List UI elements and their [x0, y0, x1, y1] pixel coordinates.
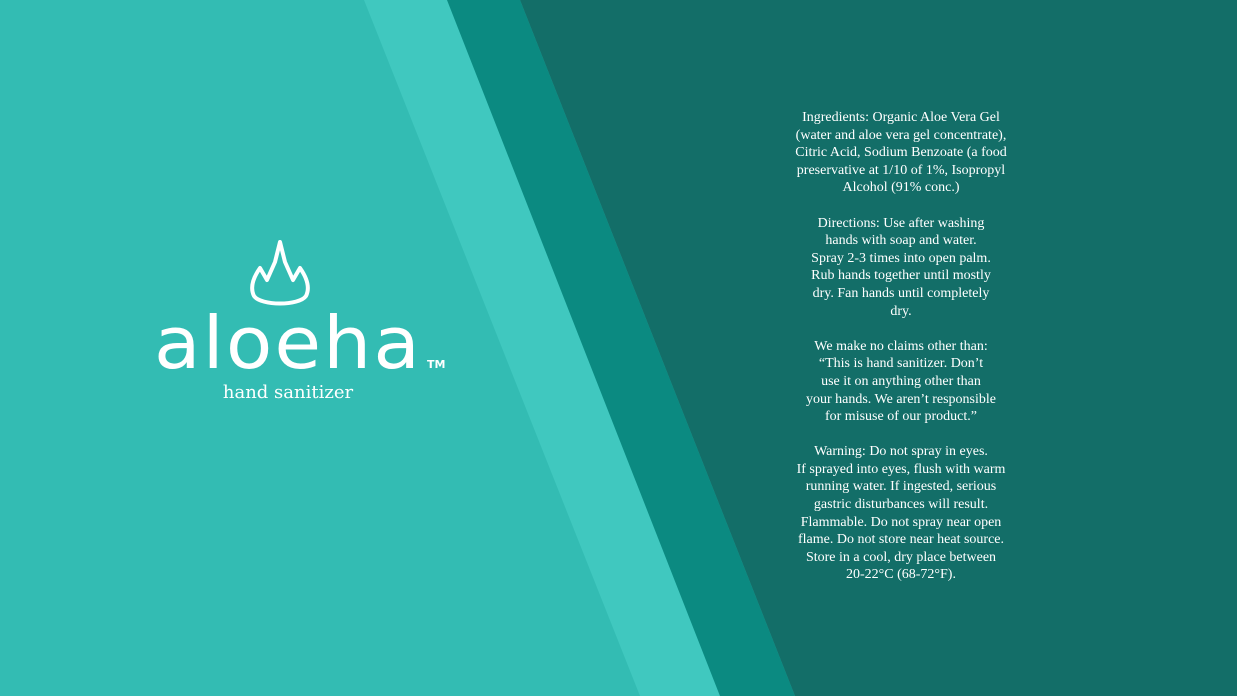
directions-text: Directions: Use after washing hands with soap and water. Spray 2-3 times into open palm. Rub hands together until mostly dry. Fan hands until completely dry.: [811, 215, 991, 319]
product-subtitle: hand sanitizer: [222, 382, 354, 403]
warning-text: Warning: Do not spray in eyes. If sprayed into eyes, flush with warm running water. If ingested, serious gastric disturbances will result. Flammable. Do not spray near open flame. Do not store near heat source. Store in a cool, dry place between 20-22°C (68-72°F).: [796, 444, 1006, 583]
brand-logo: [150, 236, 450, 416]
label-copy: [776, 109, 1026, 584]
aloe-leaf-icon: [252, 242, 308, 304]
claims-text: We make no claims other than: “This is hand sanitizer. Don’t use it on anything other than your hands. We aren’t responsible for misuse of our product.”: [805, 338, 997, 425]
ingredients-text: Ingredients: Organic Aloe Vera Gel (water and aloe vera gel concentrate), Citric Acid, Sodium Benzoate (a food preservative at 1/10 of 1%, Isopropyl Alcohol (91% conc.): [795, 110, 1007, 196]
brand-wordmark: aloeha: [154, 301, 422, 376]
trademark-mark: TM: [427, 358, 446, 371]
logo-graphic: [150, 236, 450, 376]
